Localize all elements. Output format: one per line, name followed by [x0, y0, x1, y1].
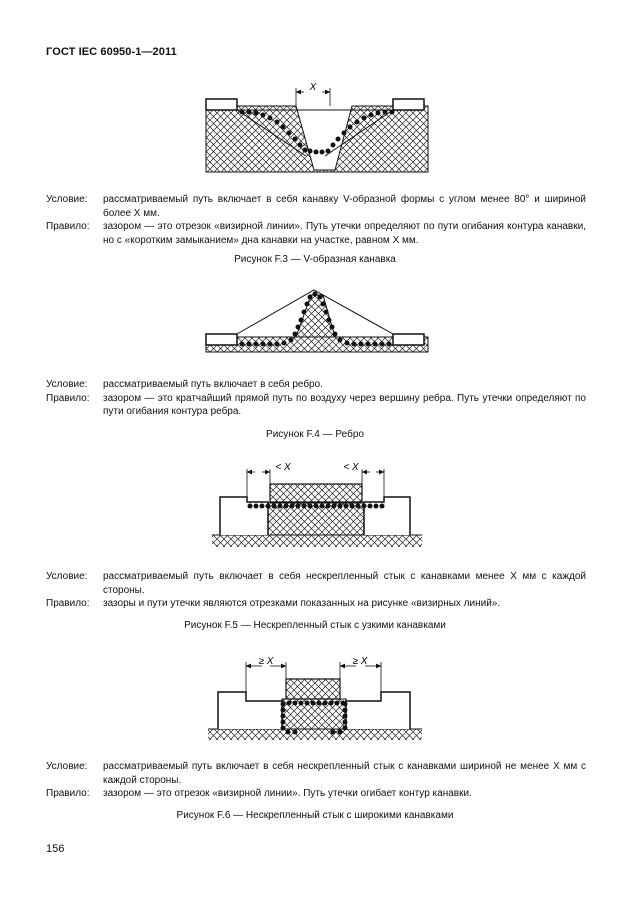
figure-f3-condition-block	[46, 193, 586, 247]
figure-f5-diagram	[0, 455, 630, 555]
figure-f6-diagram	[0, 648, 630, 748]
rule-label: Правило:	[46, 598, 90, 609]
figure-f4-caption: Рисунок F.4 — Ребро	[266, 429, 364, 440]
figure-f3-diagram	[0, 78, 630, 178]
page-number: 156	[46, 843, 65, 855]
condition-label: Условие:	[46, 194, 88, 205]
figure-f4-diagram	[0, 282, 630, 357]
dimension-label-left: < X	[275, 462, 291, 473]
condition-text: рассматриваемый путь включает в себя ребро.	[103, 379, 323, 390]
rule-text: зазором — это кратчайший прямой путь по воздуху через вершину ребра. Путь утечки определяют по пути огибания контура ребра.	[103, 392, 586, 417]
rule-label: Правило:	[46, 788, 90, 799]
condition-label: Условие:	[46, 571, 88, 582]
figure-f5-condition-block	[46, 570, 586, 611]
condition-label: Условие:	[46, 761, 88, 772]
figure-f6-condition-block	[46, 760, 586, 801]
dimension-label-right: < X	[343, 462, 359, 473]
figure-f3-caption: Рисунок F.3 — V-образная канавка	[234, 254, 396, 265]
dimension-label-x: X	[309, 82, 317, 93]
condition-text: рассматриваемый путь включает в себя канавку V-образной формы с углом менее 80° и шириной более X мм.	[103, 194, 586, 219]
dimension-label-left: ≥ X	[258, 656, 274, 667]
rule-label: Правило:	[46, 392, 90, 404]
rule-text: зазором — это отрезок «визирной линии». Путь утечки определяют по пути огибания контура канавки, но с «коротким замыканием» дна канавки на участке, равном X мм.	[103, 221, 586, 246]
document-header: ГОСТ IEC 60950-1—2011	[46, 46, 177, 58]
figure-f4-condition-block	[46, 378, 586, 419]
figure-f6-caption: Рисунок F.6 — Нескрепленный стык с широкими канавками	[176, 810, 454, 821]
condition-text: рассматриваемый путь включает в себя нескрепленный стык с канавками менее X мм с каждой стороны.	[103, 571, 586, 596]
rule-text: зазоры и пути утечки являются отрезками показанных на рисунке «визирных линий».	[103, 598, 501, 609]
rule-text: зазором — это отрезок «визирной линии». Путь утечки огибает контур канавки.	[103, 788, 472, 799]
condition-text: рассматриваемый путь включает в себя нескрепленный стык с канавками шириной не менее X мм с каждой стороны.	[103, 761, 586, 786]
figure-f5-caption: Рисунок F.5 — Нескрепленный стык с узкими канавками	[184, 620, 446, 631]
rule-label: Правило:	[46, 221, 90, 232]
dimension-label-right: ≥ X	[352, 656, 368, 667]
condition-label: Условие:	[46, 379, 88, 390]
